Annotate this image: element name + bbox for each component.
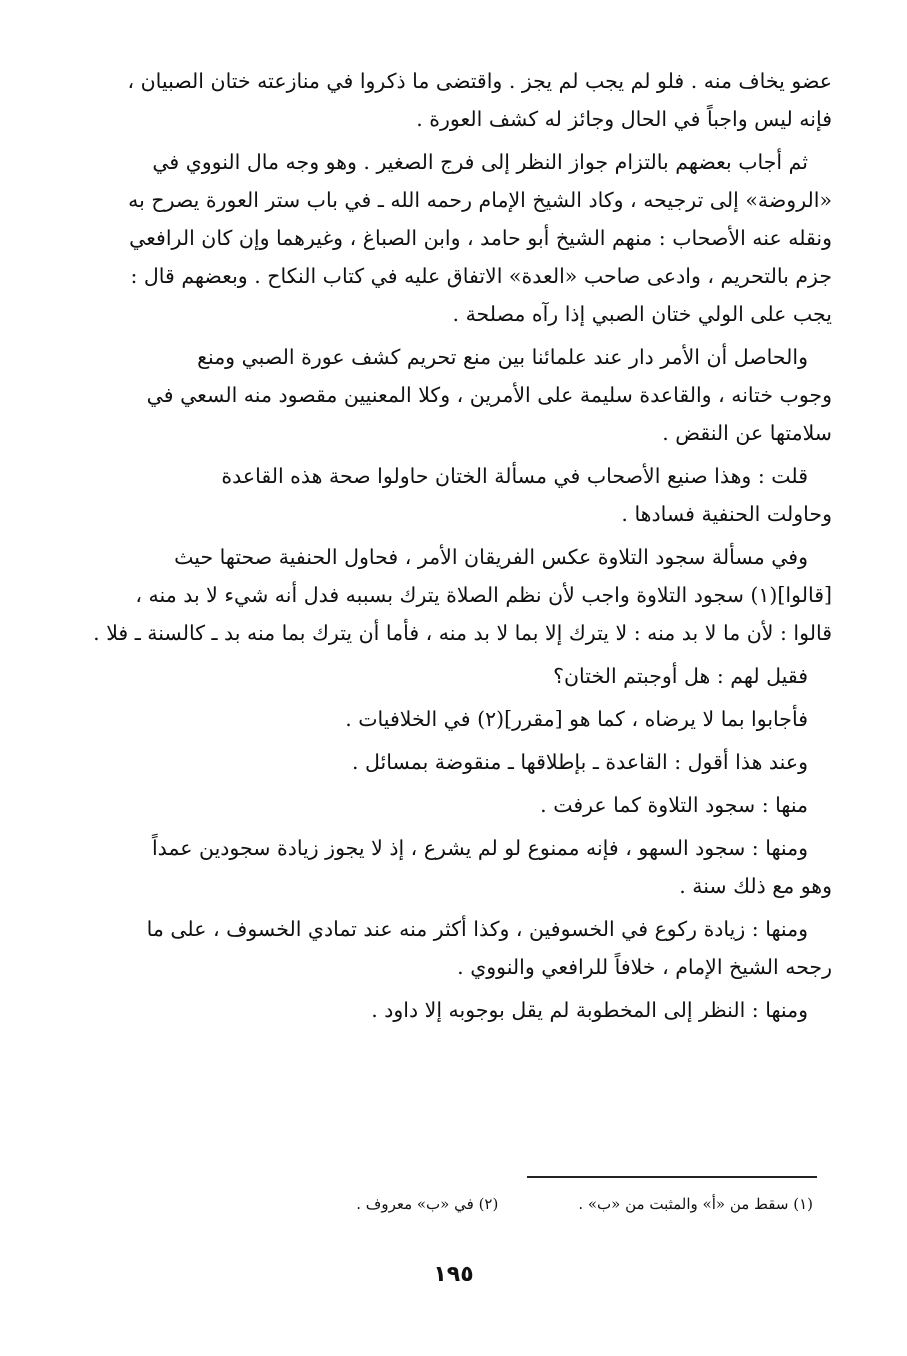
text-line: ومنها : النظر إلى المخطوبة لم يقل بوجوبه إلا داود . <box>371 998 808 1022</box>
paragraph <box>70 62 832 138</box>
paragraph <box>70 657 832 695</box>
text-line: عضو يخاف منه . فلو لم يجب لم يجز . واقتضى ما ذكروا في منازعته ختان الصبيان ، <box>127 69 832 93</box>
paragraph <box>70 991 832 1029</box>
footnotes <box>113 1192 813 1216</box>
text-line: فأجابوا بما لا يرضاه ، كما هو [مقرر](٢) في الخلافيات . <box>345 707 808 731</box>
text-line: ثم أجاب بعضهم بالتزام جواز النظر إلى فرج الصغير . وهو وجه مال النووي في <box>152 150 808 174</box>
paragraph <box>70 910 832 986</box>
paragraph <box>70 338 832 452</box>
paragraph <box>70 538 832 652</box>
text-line: والحاصل أن الأمر دار عند علمائنا بين منع تحريم كشف عورة الصبي ومنع <box>197 345 808 369</box>
text-line: رجحه الشيخ الإمام ، خلافاً للرافعي والنووي . <box>457 955 832 979</box>
paragraph <box>70 700 832 738</box>
text-line: ومنها : زيادة ركوع في الخسوفين ، وكذا أكثر منه عند تمادي الخسوف ، على ما <box>146 917 808 941</box>
paragraph <box>70 143 832 333</box>
footnote-divider <box>527 1176 817 1178</box>
text-line: وعند هذا أقول : القاعدة ـ بإطلاقها ـ منقوضة بمسائل . <box>351 750 808 774</box>
footnote-2: (٢) في «ب» معروف . <box>356 1195 499 1213</box>
text-line: وجوب ختانه ، والقاعدة سليمة على الأمرين ، وكلا المعنيين مقصود منه السعي في <box>146 383 832 407</box>
text-line: يجب على الولي ختان الصبي إذا رآه مصلحة . <box>452 302 832 326</box>
text-line: فإنه ليس واجباً في الحال وجائز له كشف العورة . <box>416 107 832 131</box>
footnote-1: (١) سقط من «أ» والمثبت من «ب» . <box>578 1195 813 1213</box>
text-line: وحاولت الحنفية فسادها . <box>621 502 832 526</box>
text-line: قلت : وهذا صنيع الأصحاب في مسألة الختان حاولوا صحة هذه القاعدة <box>221 464 808 488</box>
text-line: [قالوا](١) سجود التلاوة واجب لأن نظم الصلاة يترك بسببه فدل أنه شيء لا بد منه ، <box>135 583 832 607</box>
text-line: «الروضة» إلى ترجيحه ، وكاد الشيخ الإمام رحمه الله ـ في باب ستر العورة يصرح به <box>128 188 832 212</box>
paragraph <box>70 457 832 533</box>
paragraph <box>70 829 832 905</box>
paragraph <box>70 743 832 781</box>
text-line: ونقله عنه الأصحاب : منهم الشيخ أبو حامد ، وابن الصباغ ، وغيرهما وإن كان الرافعي <box>129 226 832 250</box>
page-body <box>70 62 832 1034</box>
text-line: منها : سجود التلاوة كما عرفت . <box>540 793 808 817</box>
text-line: وفي مسألة سجود التلاوة عكس الفريقان الأمر ، فحاول الحنفية صحتها حيث <box>174 545 808 569</box>
text-line: فقيل لهم : هل أوجبتم الختان؟ <box>553 664 808 688</box>
text-line: ومنها : سجود السهو ، فإنه ممنوع لو لم يشرع ، إذ لا يجوز زيادة سجودين عمداً <box>151 836 808 860</box>
text-line: قالوا : لأن ما لا بد منه : لا يترك إلا بما لا بد منه ، فأما أن يترك بما منه بد ـ كالسنة ـ فلا . <box>93 621 832 645</box>
text-line: جزم بالتحريم ، وادعى صاحب «العدة» الاتفاق عليه في كتاب النكاح . وبعضهم قال : <box>130 264 832 288</box>
page-number: ١٩٥ <box>433 1262 474 1287</box>
paragraph <box>70 786 832 824</box>
text-line: سلامتها عن النقض . <box>662 421 832 445</box>
text-line: وهو مع ذلك سنة . <box>679 874 832 898</box>
